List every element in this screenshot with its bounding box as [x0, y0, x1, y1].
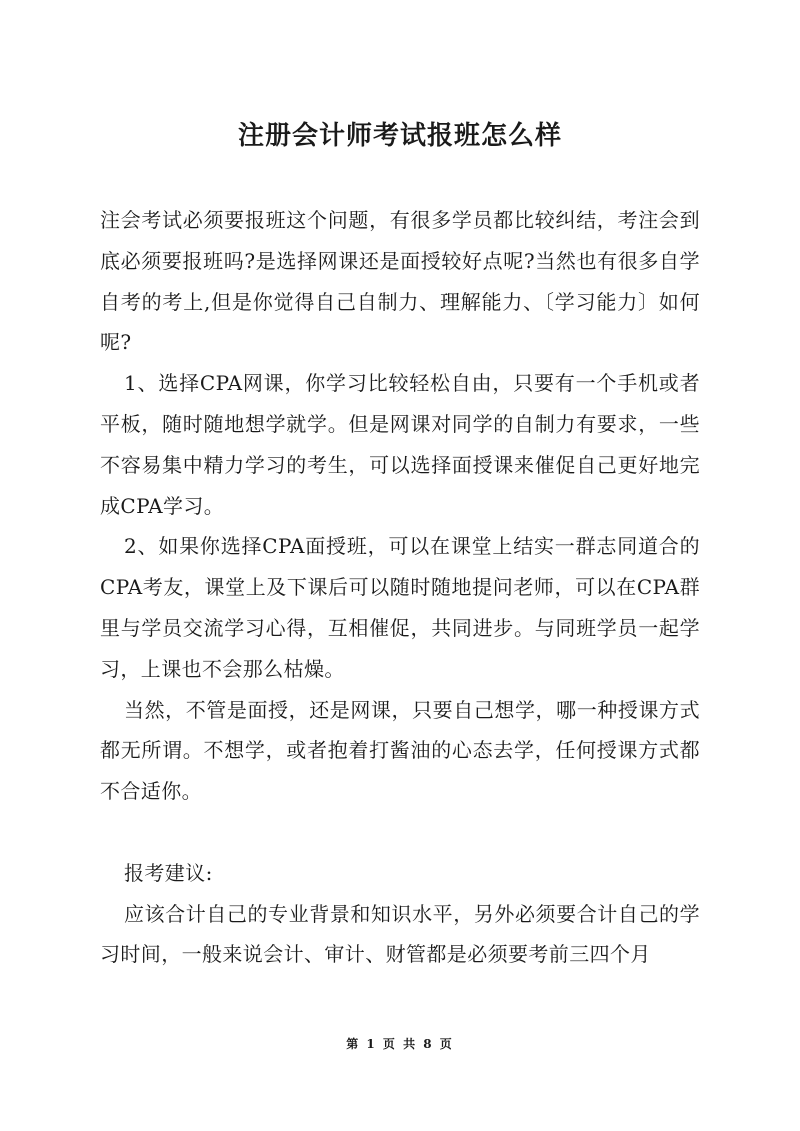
- paragraph-advice-heading: 报考建议:: [124, 860, 213, 885]
- paragraph-face-to-face-course: 2、如果你选择CPA面授班，可以在课堂上结实一群志同道合的CPA考友，课堂上及下课后可以随时随地提问老师，可以在CPA群里与学员交流学习心得，互相催促，共同进步。与同班学员一起学习，上课也不会那么枯燥。: [100, 534, 700, 681]
- page-number-footer: 第 1 页 共 8 页: [346, 1037, 454, 1051]
- paragraph-online-course: 1、选择CPA网课，你学习比较轻松自由，只要有一个手机或者平板，随时随地想学就学。但是网课对同学的自制力有要求，一些不容易集中精力学习的考生，可以选择面授课来催促自己更好地完成CPA学习。: [100, 371, 700, 518]
- blank-line: [100, 812, 700, 853]
- paragraph-conclusion: 当然，不管是面授，还是网课，只要自己想学，哪一种授课方式都无所谓。不想学，或者抱着打酱油的心态去学，任何授课方式都不合适你。: [100, 697, 700, 804]
- document-body: [100, 200, 700, 975]
- paragraph-intro: 注会考试必须要报班这个问题，有很多学员都比较纠结，考注会到底必须要报班吗?是选择网课还是面授较好点呢?当然也有很多自学自考的考上,但是你觉得自己自制力、理解能力、〔学习能力〕如何呢?: [100, 208, 700, 355]
- document-title: 注册会计师考试报班怎么样: [237, 121, 562, 151]
- paragraph-advice: 应该合计自己的专业背景和知识水平，另外必须要合计自己的学习时间，一般来说会计、审计、财管都是必须要考前三四个月: [100, 901, 700, 967]
